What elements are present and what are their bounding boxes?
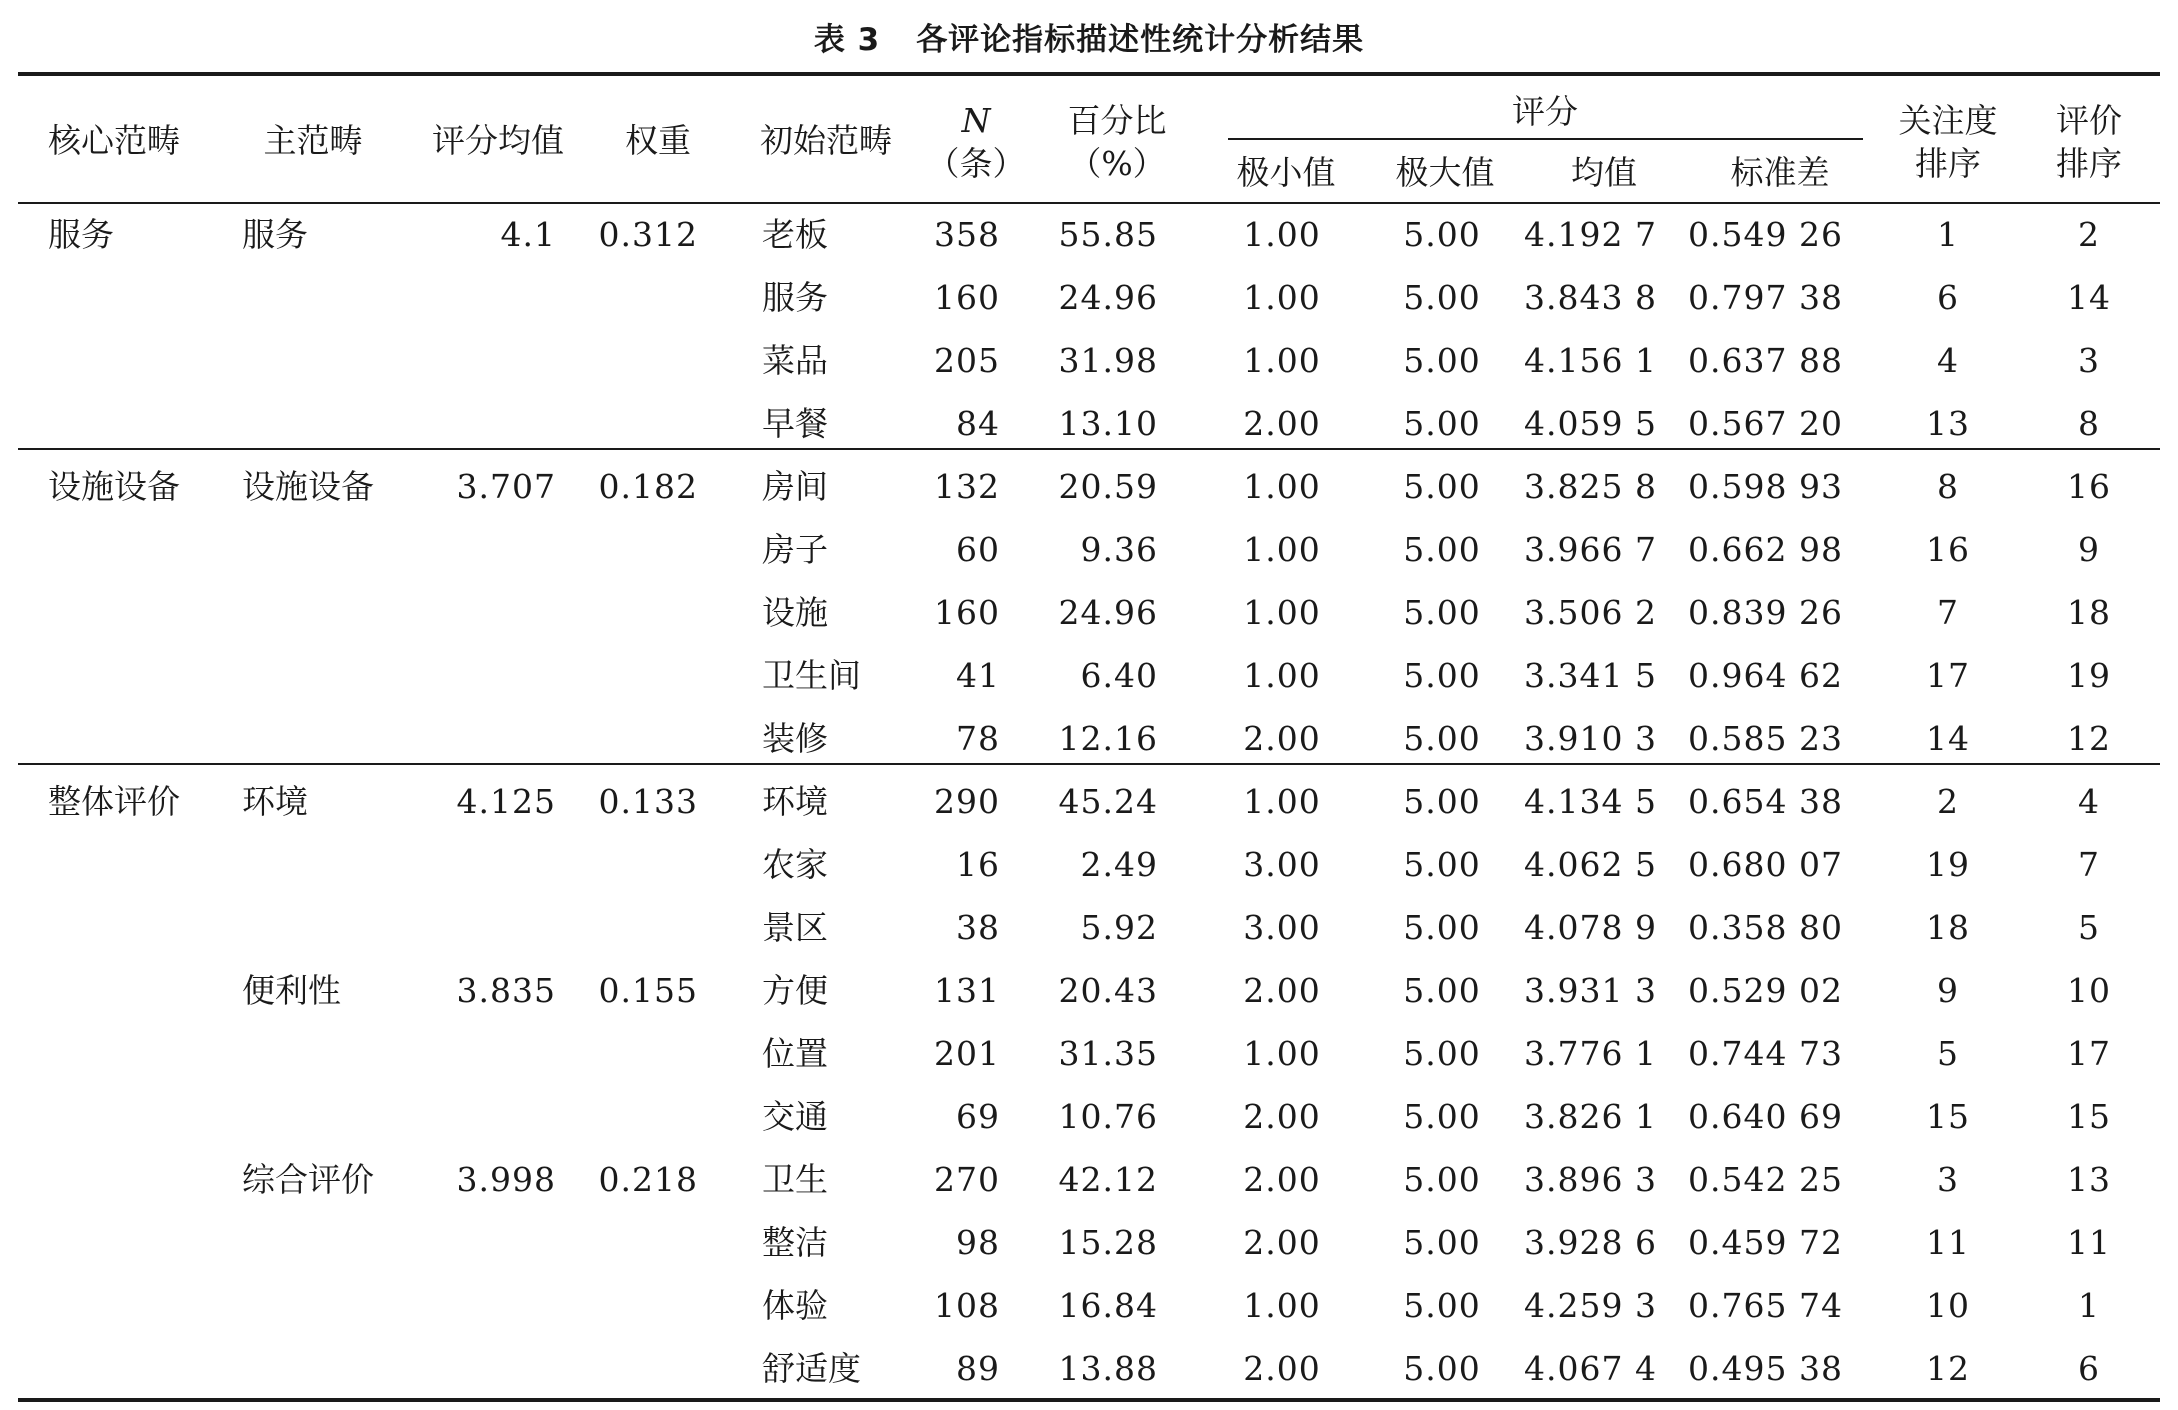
cell-min: 1.00 bbox=[1243, 593, 1321, 632]
cell-mean: 3.966 7 bbox=[1524, 530, 1657, 569]
cell-eval-rank: 16 bbox=[2067, 467, 2111, 506]
cell-initial: 卫生间 bbox=[762, 656, 861, 695]
group-separator-rule bbox=[18, 448, 2160, 450]
cell-percent: 20.59 bbox=[1058, 467, 1158, 506]
table-caption bbox=[0, 14, 2178, 59]
cell-sd: 0.358 80 bbox=[1688, 908, 1843, 947]
cell-min: 1.00 bbox=[1243, 467, 1321, 506]
cell-percent: 20.43 bbox=[1058, 971, 1158, 1010]
cell-main-category: 设施设备 bbox=[242, 467, 374, 506]
cell-sd: 0.529 02 bbox=[1688, 971, 1843, 1010]
cell-n: 98 bbox=[956, 1223, 1000, 1262]
cell-max: 5.00 bbox=[1403, 1286, 1481, 1325]
cell-weight: 0.155 bbox=[598, 971, 698, 1010]
cell-core-category: 设施设备 bbox=[48, 467, 180, 506]
cell-mean: 4.259 3 bbox=[1524, 1286, 1657, 1325]
cell-sd: 0.459 72 bbox=[1688, 1223, 1843, 1262]
cell-initial: 舒适度 bbox=[762, 1349, 861, 1388]
cell-sd: 0.797 38 bbox=[1688, 278, 1843, 317]
cell-percent: 13.10 bbox=[1058, 404, 1158, 443]
cell-max: 5.00 bbox=[1403, 467, 1481, 506]
header-rule bbox=[18, 202, 2160, 204]
cell-n: 290 bbox=[934, 782, 1000, 821]
cell-percent: 45.24 bbox=[1058, 782, 1158, 821]
cell-min: 1.00 bbox=[1243, 215, 1321, 254]
header-score-group: 评分 bbox=[1512, 92, 1578, 131]
cell-core-category: 服务 bbox=[48, 215, 114, 254]
header-sd: 标准差 bbox=[1730, 153, 1830, 192]
cell-max: 5.00 bbox=[1403, 908, 1481, 947]
cell-max: 5.00 bbox=[1403, 530, 1481, 569]
cell-max: 5.00 bbox=[1403, 719, 1481, 758]
cell-eval-rank: 9 bbox=[2078, 530, 2100, 569]
cell-max: 5.00 bbox=[1403, 1034, 1481, 1073]
cell-attention-rank: 14 bbox=[1926, 719, 1970, 758]
header-core: 核心范畴 bbox=[48, 121, 180, 160]
cell-min: 1.00 bbox=[1243, 782, 1321, 821]
cell-initial: 整洁 bbox=[762, 1223, 828, 1262]
cell-attention-rank: 1 bbox=[1937, 215, 1959, 254]
cell-percent: 10.76 bbox=[1058, 1097, 1158, 1136]
cell-min: 2.00 bbox=[1243, 1097, 1321, 1136]
cell-attention-rank: 8 bbox=[1937, 467, 1959, 506]
cell-eval-rank: 15 bbox=[2067, 1097, 2111, 1136]
cell-sd: 0.662 98 bbox=[1688, 530, 1843, 569]
cell-sd: 0.964 62 bbox=[1688, 656, 1843, 695]
cell-percent: 42.12 bbox=[1058, 1160, 1158, 1199]
cell-max: 5.00 bbox=[1403, 1097, 1481, 1136]
cell-main-category: 环境 bbox=[242, 782, 308, 821]
cell-max: 5.00 bbox=[1403, 1349, 1481, 1388]
cell-sd: 0.549 26 bbox=[1688, 215, 1843, 254]
cell-max: 5.00 bbox=[1403, 341, 1481, 380]
cell-n: 89 bbox=[956, 1349, 1000, 1388]
cell-sd: 0.567 20 bbox=[1688, 404, 1843, 443]
cell-weight: 0.182 bbox=[598, 467, 698, 506]
cell-n: 16 bbox=[956, 845, 1000, 884]
cell-n: 358 bbox=[934, 215, 1000, 254]
cell-mean: 3.896 3 bbox=[1524, 1160, 1657, 1199]
cell-min: 1.00 bbox=[1243, 530, 1321, 569]
cell-sd: 0.542 25 bbox=[1688, 1160, 1843, 1199]
cell-mean: 4.062 5 bbox=[1524, 845, 1657, 884]
cell-mean: 4.156 1 bbox=[1524, 341, 1657, 380]
header-min: 极小值 bbox=[1236, 153, 1336, 192]
cell-attention-rank: 16 bbox=[1926, 530, 1970, 569]
cell-n: 132 bbox=[934, 467, 1000, 506]
cell-eval-rank: 2 bbox=[2078, 215, 2100, 254]
cell-eval-rank: 1 bbox=[2078, 1286, 2100, 1325]
cell-score-mean: 3.835 bbox=[456, 971, 556, 1010]
table-number: 表 3 bbox=[813, 22, 881, 58]
cell-score-mean: 3.707 bbox=[456, 467, 556, 506]
cell-sd: 0.654 38 bbox=[1688, 782, 1843, 821]
cell-main-category: 便利性 bbox=[242, 971, 341, 1010]
cell-mean: 3.931 3 bbox=[1524, 971, 1657, 1010]
cell-initial: 农家 bbox=[762, 845, 828, 884]
cell-n: 78 bbox=[956, 719, 1000, 758]
header-max: 极大值 bbox=[1395, 153, 1495, 192]
cell-n: 60 bbox=[956, 530, 1000, 569]
cell-score-mean: 3.998 bbox=[456, 1160, 556, 1199]
cell-eval-rank: 19 bbox=[2067, 656, 2111, 695]
cell-sd: 0.680 07 bbox=[1688, 845, 1843, 884]
header-score-mean: 评分均值 bbox=[432, 121, 564, 160]
cell-max: 5.00 bbox=[1403, 215, 1481, 254]
header-mean: 均值 bbox=[1571, 153, 1637, 192]
header-eval-rank: 排序 bbox=[2056, 144, 2122, 183]
cell-eval-rank: 3 bbox=[2078, 341, 2100, 380]
cell-initial: 房子 bbox=[762, 530, 828, 569]
cell-n: 41 bbox=[956, 656, 1000, 695]
cell-max: 5.00 bbox=[1403, 1160, 1481, 1199]
header-attention: 关注度 bbox=[1898, 101, 1998, 140]
cell-percent: 12.16 bbox=[1058, 719, 1158, 758]
cell-attention-rank: 17 bbox=[1926, 656, 1970, 695]
cell-max: 5.00 bbox=[1403, 1223, 1481, 1262]
header-percent: 百分比 bbox=[1067, 101, 1167, 140]
cell-min: 3.00 bbox=[1243, 908, 1321, 947]
header-n: N bbox=[961, 101, 991, 140]
cell-attention-rank: 19 bbox=[1926, 845, 1970, 884]
cell-attention-rank: 5 bbox=[1937, 1034, 1959, 1073]
cell-percent: 9.36 bbox=[1080, 530, 1158, 569]
header-initial: 初始范畴 bbox=[760, 121, 892, 160]
header-attention-rank: 排序 bbox=[1915, 144, 1981, 183]
cell-initial: 体验 bbox=[762, 1286, 828, 1325]
header-weight: 权重 bbox=[625, 121, 691, 160]
cell-mean: 4.067 4 bbox=[1524, 1349, 1657, 1388]
cell-mean: 4.134 5 bbox=[1524, 782, 1657, 821]
cell-n: 270 bbox=[934, 1160, 1000, 1199]
cell-n: 131 bbox=[934, 971, 1000, 1010]
cell-eval-rank: 12 bbox=[2067, 719, 2111, 758]
cell-eval-rank: 14 bbox=[2067, 278, 2111, 317]
cell-initial: 服务 bbox=[762, 278, 828, 317]
cell-core-category: 整体评价 bbox=[48, 782, 180, 821]
header-n-unit: （条） bbox=[926, 144, 1026, 183]
cell-sd: 0.585 23 bbox=[1688, 719, 1843, 758]
cell-mean: 4.059 5 bbox=[1524, 404, 1657, 443]
cell-percent: 2.49 bbox=[1080, 845, 1158, 884]
cell-main-category: 服务 bbox=[242, 215, 308, 254]
cell-max: 5.00 bbox=[1403, 278, 1481, 317]
cell-attention-rank: 10 bbox=[1926, 1286, 1970, 1325]
cell-eval-rank: 17 bbox=[2067, 1034, 2111, 1073]
cell-sd: 0.765 74 bbox=[1688, 1286, 1843, 1325]
cell-n: 38 bbox=[956, 908, 1000, 947]
cell-mean: 4.192 7 bbox=[1524, 215, 1657, 254]
cell-weight: 0.218 bbox=[598, 1160, 698, 1199]
cell-sd: 0.637 88 bbox=[1688, 341, 1843, 380]
top-rule bbox=[18, 72, 2160, 76]
cell-attention-rank: 12 bbox=[1926, 1349, 1970, 1388]
cell-main-category: 综合评价 bbox=[242, 1160, 374, 1199]
cell-mean: 3.843 8 bbox=[1524, 278, 1657, 317]
cell-attention-rank: 6 bbox=[1937, 278, 1959, 317]
cell-attention-rank: 7 bbox=[1937, 593, 1959, 632]
cell-min: 2.00 bbox=[1243, 404, 1321, 443]
cell-n: 160 bbox=[934, 593, 1000, 632]
cell-n: 69 bbox=[956, 1097, 1000, 1136]
cell-initial: 位置 bbox=[762, 1034, 828, 1073]
cell-initial: 环境 bbox=[762, 782, 828, 821]
score-group-rule bbox=[1228, 138, 1863, 140]
cell-initial: 菜品 bbox=[762, 341, 828, 380]
cell-min: 3.00 bbox=[1243, 845, 1321, 884]
cell-max: 5.00 bbox=[1403, 656, 1481, 695]
cell-mean: 3.910 3 bbox=[1524, 719, 1657, 758]
cell-min: 1.00 bbox=[1243, 341, 1321, 380]
cell-eval-rank: 18 bbox=[2067, 593, 2111, 632]
cell-initial: 房间 bbox=[762, 467, 828, 506]
cell-n: 160 bbox=[934, 278, 1000, 317]
cell-sd: 0.598 93 bbox=[1688, 467, 1843, 506]
cell-eval-rank: 4 bbox=[2078, 782, 2100, 821]
cell-initial: 老板 bbox=[762, 215, 828, 254]
cell-min: 2.00 bbox=[1243, 1349, 1321, 1388]
cell-attention-rank: 9 bbox=[1937, 971, 1959, 1010]
cell-min: 2.00 bbox=[1243, 719, 1321, 758]
cell-n: 84 bbox=[956, 404, 1000, 443]
cell-percent: 5.92 bbox=[1080, 908, 1158, 947]
cell-percent: 31.35 bbox=[1058, 1034, 1158, 1073]
cell-initial: 设施 bbox=[762, 593, 828, 632]
cell-mean: 4.078 9 bbox=[1524, 908, 1657, 947]
cell-percent: 16.84 bbox=[1058, 1286, 1158, 1325]
cell-n: 108 bbox=[934, 1286, 1000, 1325]
cell-min: 2.00 bbox=[1243, 1160, 1321, 1199]
cell-percent: 6.40 bbox=[1080, 656, 1158, 695]
cell-sd: 0.640 69 bbox=[1688, 1097, 1843, 1136]
cell-percent: 31.98 bbox=[1058, 341, 1158, 380]
cell-eval-rank: 8 bbox=[2078, 404, 2100, 443]
cell-eval-rank: 13 bbox=[2067, 1160, 2111, 1199]
cell-mean: 3.506 2 bbox=[1524, 593, 1657, 632]
cell-mean: 3.826 1 bbox=[1524, 1097, 1657, 1136]
cell-percent: 55.85 bbox=[1058, 215, 1158, 254]
cell-percent: 15.28 bbox=[1058, 1223, 1158, 1262]
cell-score-mean: 4.125 bbox=[456, 782, 556, 821]
cell-min: 2.00 bbox=[1243, 1223, 1321, 1262]
cell-mean: 3.825 8 bbox=[1524, 467, 1657, 506]
cell-initial: 卫生 bbox=[762, 1160, 828, 1199]
cell-min: 1.00 bbox=[1243, 1034, 1321, 1073]
cell-eval-rank: 5 bbox=[2078, 908, 2100, 947]
cell-initial: 方便 bbox=[762, 971, 828, 1010]
cell-max: 5.00 bbox=[1403, 782, 1481, 821]
cell-initial: 早餐 bbox=[762, 404, 828, 443]
table-title: 各评论指标描述性统计分析结果 bbox=[916, 22, 1365, 58]
cell-initial: 景区 bbox=[762, 908, 828, 947]
cell-max: 5.00 bbox=[1403, 404, 1481, 443]
cell-sd: 0.744 73 bbox=[1688, 1034, 1843, 1073]
cell-attention-rank: 15 bbox=[1926, 1097, 1970, 1136]
cell-weight: 0.312 bbox=[598, 215, 698, 254]
cell-percent: 13.88 bbox=[1058, 1349, 1158, 1388]
cell-min: 1.00 bbox=[1243, 278, 1321, 317]
cell-sd: 0.495 38 bbox=[1688, 1349, 1843, 1388]
cell-weight: 0.133 bbox=[598, 782, 698, 821]
cell-max: 5.00 bbox=[1403, 971, 1481, 1010]
cell-attention-rank: 3 bbox=[1937, 1160, 1959, 1199]
header-main: 主范畴 bbox=[263, 121, 363, 160]
cell-n: 205 bbox=[934, 341, 1000, 380]
cell-percent: 24.96 bbox=[1058, 278, 1158, 317]
cell-initial: 装修 bbox=[762, 719, 828, 758]
cell-n: 201 bbox=[934, 1034, 1000, 1073]
cell-min: 2.00 bbox=[1243, 971, 1321, 1010]
cell-min: 1.00 bbox=[1243, 1286, 1321, 1325]
cell-percent: 24.96 bbox=[1058, 593, 1158, 632]
cell-initial: 交通 bbox=[762, 1097, 828, 1136]
cell-eval-rank: 6 bbox=[2078, 1349, 2100, 1388]
cell-max: 5.00 bbox=[1403, 593, 1481, 632]
header-eval: 评价 bbox=[2056, 101, 2122, 140]
bottom-rule bbox=[18, 1398, 2160, 1402]
cell-eval-rank: 11 bbox=[2067, 1223, 2111, 1262]
cell-score-mean: 4.1 bbox=[500, 215, 556, 254]
cell-eval-rank: 7 bbox=[2078, 845, 2100, 884]
cell-max: 5.00 bbox=[1403, 845, 1481, 884]
cell-attention-rank: 13 bbox=[1926, 404, 1970, 443]
cell-eval-rank: 10 bbox=[2067, 971, 2111, 1010]
cell-attention-rank: 18 bbox=[1926, 908, 1970, 947]
group-separator-rule bbox=[18, 763, 2160, 765]
cell-attention-rank: 2 bbox=[1937, 782, 1959, 821]
cell-min: 1.00 bbox=[1243, 656, 1321, 695]
header-percent-unit: （%） bbox=[1068, 144, 1166, 183]
cell-mean: 3.776 1 bbox=[1524, 1034, 1657, 1073]
cell-sd: 0.839 26 bbox=[1688, 593, 1843, 632]
cell-mean: 3.341 5 bbox=[1524, 656, 1657, 695]
cell-attention-rank: 11 bbox=[1926, 1223, 1970, 1262]
cell-mean: 3.928 6 bbox=[1524, 1223, 1657, 1262]
cell-attention-rank: 4 bbox=[1937, 341, 1959, 380]
